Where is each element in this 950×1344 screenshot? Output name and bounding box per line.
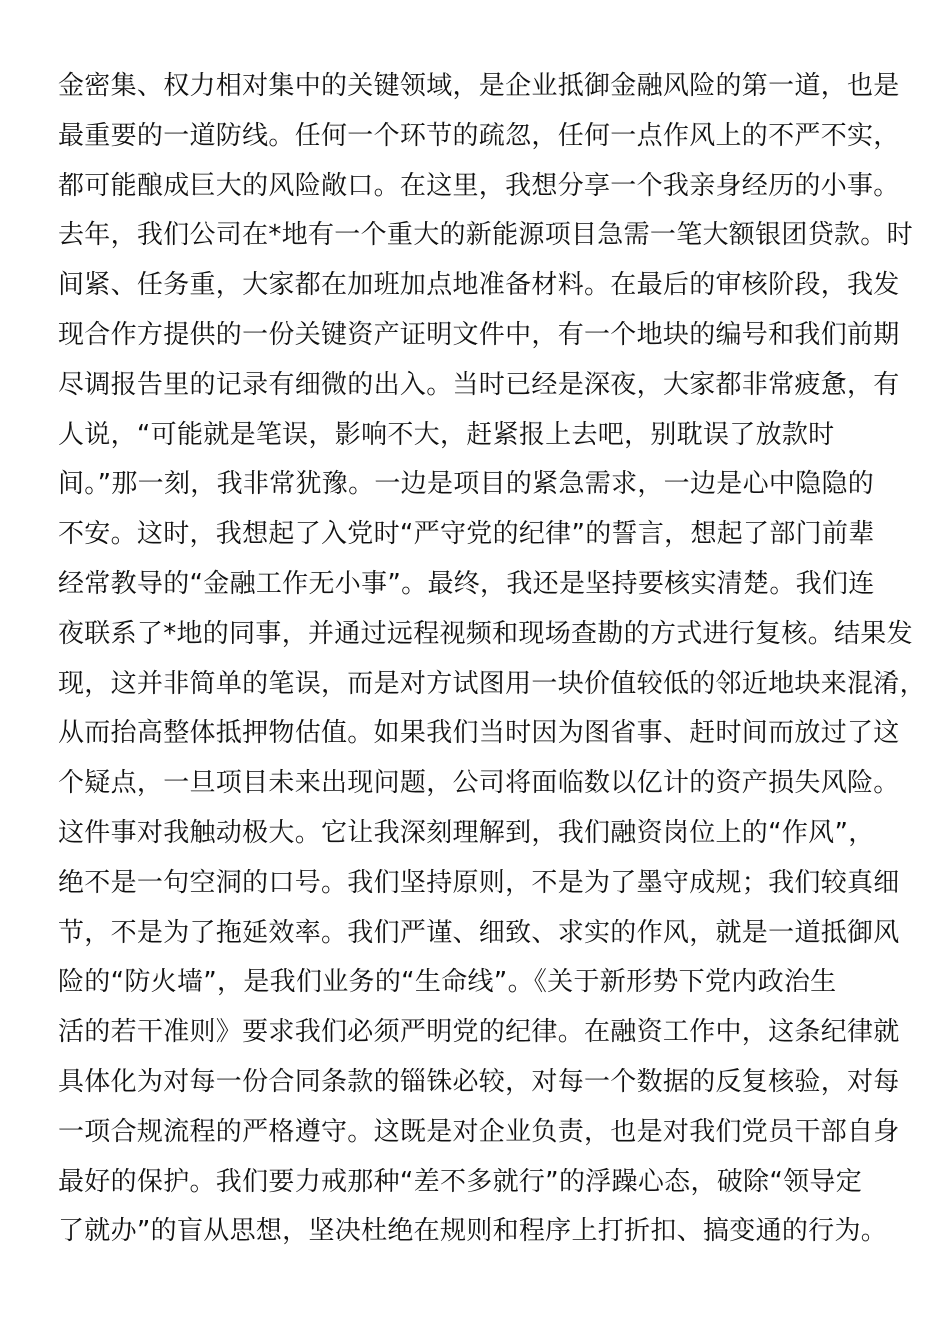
text-line: 绝不是一句空洞的口号。我们坚持原则，不是为了墨守成规；我们较真细 [58,867,900,898]
text-line: 节，不是为了拖延效率。我们严谨、细致、求实的作风，就是一道抵御风 [58,917,900,948]
text-line: 不安。这时，我想起了入党时“严守党的纪律”的誓言，想起了部门前辈 [58,519,875,550]
text-line: 间紧、任务重，大家都在加班加点地准备材料。在最后的审核阶段，我发 [58,270,900,301]
text-line: 最好的保护。我们要力戒那种“差不多就行”的浮躁心态，破除“领导定 [58,1166,863,1197]
text-line: 都可能酿成巨大的风险敞口。在这里，我想分享一个我亲身经历的小事。 [58,170,900,201]
text-line: 去年，我们公司在*地有一个重大的新能源项目急需一笔大额银团贷款。时 [58,220,913,251]
text-line: 一项合规流程的严格遵守。这既是对企业负责，也是对我们党员干部自身 [58,1116,900,1147]
text-line: 现合作方提供的一份关键资产证明文件中，有一个地块的编号和我们前期 [58,319,900,350]
text-line: 夜联系了*地的同事，并通过远程视频和现场查勘的方式进行复核。结果发 [58,618,913,649]
text-line: 个疑点，一旦项目未来出现问题，公司将面临数以亿计的资产损失风险。 [58,768,900,799]
text-line: 险的“防火墙”，是我们业务的“生命线”。《关于新形势下党内政治生 [58,967,837,998]
text-line: 人说，“可能就是笔误，影响不大，赶紧报上去吧，别耽误了放款时 [58,419,835,450]
text-line: 现，这并非简单的笔误，而是对方试图用一块价值较低的邻近地块来混淆， [58,668,926,699]
text-line: 这件事对我触动极大。它让我深刻理解到，我们融资岗位上的“作风”， [58,817,875,848]
text-line: 具体化为对每一份合同条款的锱铢必较，对每一个数据的反复核验，对每 [58,1066,900,1097]
text-line: 最重要的一道防线。任何一个环节的疏忽，任何一点作风上的不严不实， [58,120,900,151]
text-line: 活的若干准则》要求我们必须严明党的纪律。在融资工作中，这条纪律就 [58,1017,900,1048]
text-line: 从而抬高整体抵押物估值。如果我们当时因为图省事、赶时间而放过了这 [58,718,900,749]
text-line: 经常教导的“金融工作无小事”。最终，我还是坚持要核实清楚。我们连 [58,568,875,599]
text-line: 了就办”的盲从思想，坚决杜绝在规则和程序上打折扣、搞变通的行为。 [58,1216,888,1247]
text-line: 金密集、权力相对集中的关键领域，是企业抵御金融风险的第一道，也是 [58,71,900,101]
text-line: 间。”那一刻，我非常犹豫。一边是项目的紧急需求，一边是心中隐隐的 [58,469,875,500]
text-line: 尽调报告里的记录有细微的出入。当时已经是深夜，大家都非常疲惫，有 [58,369,900,400]
body-text [58,62,926,1257]
